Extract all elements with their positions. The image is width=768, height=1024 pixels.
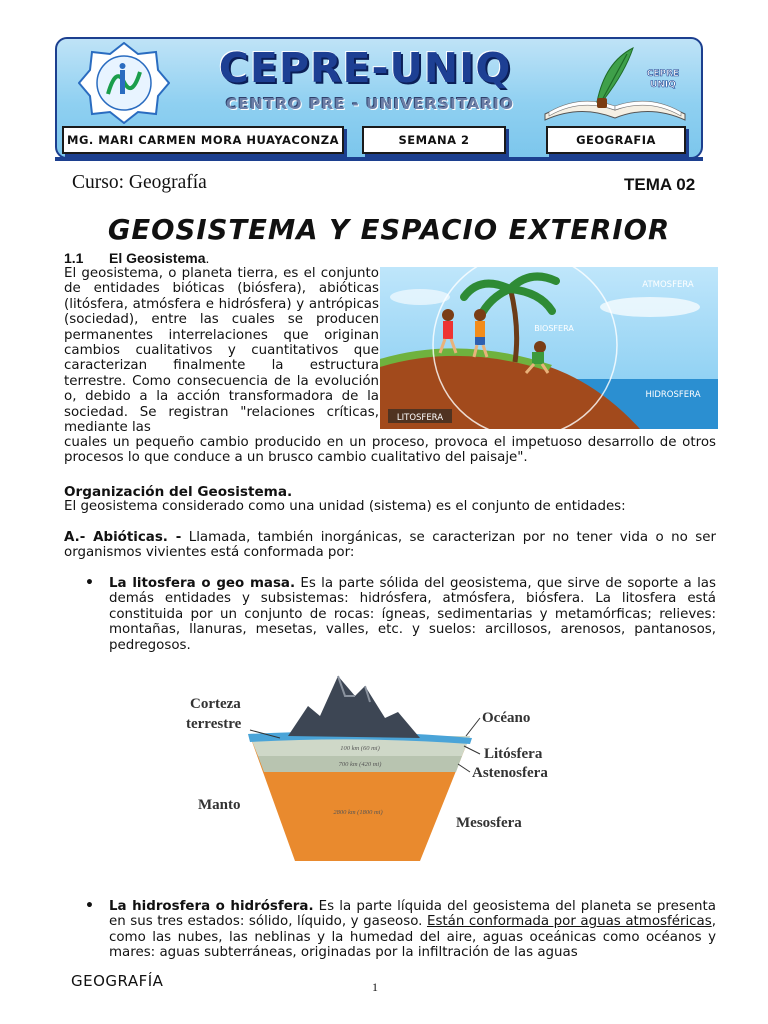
depth-2: 700 km (420 mi)	[338, 761, 382, 768]
teacher-box	[62, 126, 344, 154]
subject-box	[546, 126, 686, 154]
geosystem-paragraph-cont: cuales un pequeño cambio producido en un proceso, provoca el impetuoso desarrollo de otros procesos lo que conduce a un brusco cambio cualitativo del paisaje".	[64, 435, 716, 466]
teacher-name: MG. MARI CARMEN MORA HUAYACONZA	[67, 133, 339, 147]
label-biosfera: BIOSFERA	[534, 324, 574, 333]
label-corteza-1: Corteza	[190, 696, 241, 712]
hidrosfera-underlined: Están conformada por aguas atmosféricas	[427, 914, 712, 930]
label-corteza-2: terrestre	[186, 716, 242, 732]
litosfera-term: La litosfera o geo masa.	[109, 576, 296, 591]
section-title-period: .	[205, 250, 210, 266]
organization-intro: El geosistema considerado como una unidad (sistema) es el conjunto de entidades:	[64, 499, 626, 514]
page-title: GEOSISTEMA Y ESPACIO EXTERIOR	[107, 214, 671, 246]
hidrosfera-text-b: , como las nubes, las neblinas y la humedad del aire, aguas oceánicas como océanos y mares: aguas subterráneas, originadas por la infiltración de las aguas	[109, 914, 716, 961]
hidrosfera-term: La hidrosfera o hidrósfera.	[109, 899, 314, 914]
label-atmosfera: ATMOSFERA	[642, 280, 694, 290]
depth-1: 100 km (60 mi)	[340, 745, 380, 752]
geosystem-figure	[380, 267, 718, 429]
label-mesosfera: Mesosfera	[456, 815, 522, 831]
book-tag-2: UNIQ	[650, 80, 676, 90]
footer-subject: GEOGRAFÍA	[71, 972, 164, 990]
banner-underline	[55, 157, 703, 161]
earth-layers-figure	[180, 666, 580, 866]
week-box	[362, 126, 506, 154]
abioticas-paragraph	[64, 530, 716, 561]
geosystem-paragraph: El geosistema, o planeta tierra, es el conjunto de entidades bióticas (biósfera), abióticas (litósfera, atmósfera e hidrósfera) y antrópicas (sociedad), entre las cuales se producen permanentes interrelaciones que originan cambios cualitativos y cuantitativos que caracterizan finalmente la estructura terrestre. Como consecuencia de la evolución o, debido a la acción transformadora de la sociedad. Se registran "relaciones críticas, mediante las	[64, 266, 379, 436]
subject-label: GEOGRAFIA	[576, 133, 656, 147]
organization-heading: Organización del Geosistema.	[64, 484, 293, 500]
label-manto: Manto	[198, 797, 241, 813]
label-hidrosfera: HIDROSFERA	[645, 390, 701, 400]
label-litosfera: LITOSFERA	[396, 413, 444, 423]
litosfera-text: Es la parte sólida del geosistema, que sirve de soporte a las demás entidades y subsistemas: hidrósfera, atmósfera, biósfera. La litosfera está constituida por un conjunto de rocas: ígneas, sedimentarias y metamórficas; relieves: montañas, llanuras, mesetas, valles, etc. y suelos: arcillosos, arenosos, pantanosos, pedregosos.	[109, 576, 716, 653]
label-litosfera: Litósfera	[484, 746, 543, 762]
topic-number: TEMA 02	[624, 175, 696, 194]
brand-title: CEPRE-UNIQ	[218, 44, 512, 92]
abioticas-label: A.- Abióticas. -	[64, 530, 182, 545]
bullet-icon: •	[85, 575, 94, 591]
book-tag-1: CEPRE	[646, 69, 680, 79]
brand-subtitle: CENTRO PRE - UNIVERSITARIO	[225, 95, 515, 113]
hidrosfera-bullet	[109, 899, 716, 961]
litosfera-bullet	[109, 576, 716, 653]
bullet-icon: •	[85, 898, 94, 914]
label-astenosfera: Astenosfera	[472, 765, 548, 781]
book-quill-illustration	[535, 42, 695, 122]
page-number: 1	[372, 980, 378, 994]
label-oceano: Océano	[482, 710, 531, 726]
abioticas-text: Llamada, también inorgánicas, se caracterizan por no tener vida o no ser organismos vivientes está conformada por:	[64, 530, 716, 561]
section-title: El Geosistema	[109, 250, 206, 266]
university-logo	[78, 42, 170, 124]
section-number: 1.1	[64, 250, 84, 266]
depth-3: 2800 km (1800 mi)	[333, 809, 383, 816]
section-heading	[64, 250, 209, 266]
week-label: SEMANA 2	[398, 133, 470, 147]
hidrosfera-text-a: Es la parte líquida del geosistema del planeta se presenta en sus tres estados: sólido, líquido, y gaseoso.	[109, 899, 717, 930]
course-name: Curso: Geografía	[72, 172, 207, 193]
